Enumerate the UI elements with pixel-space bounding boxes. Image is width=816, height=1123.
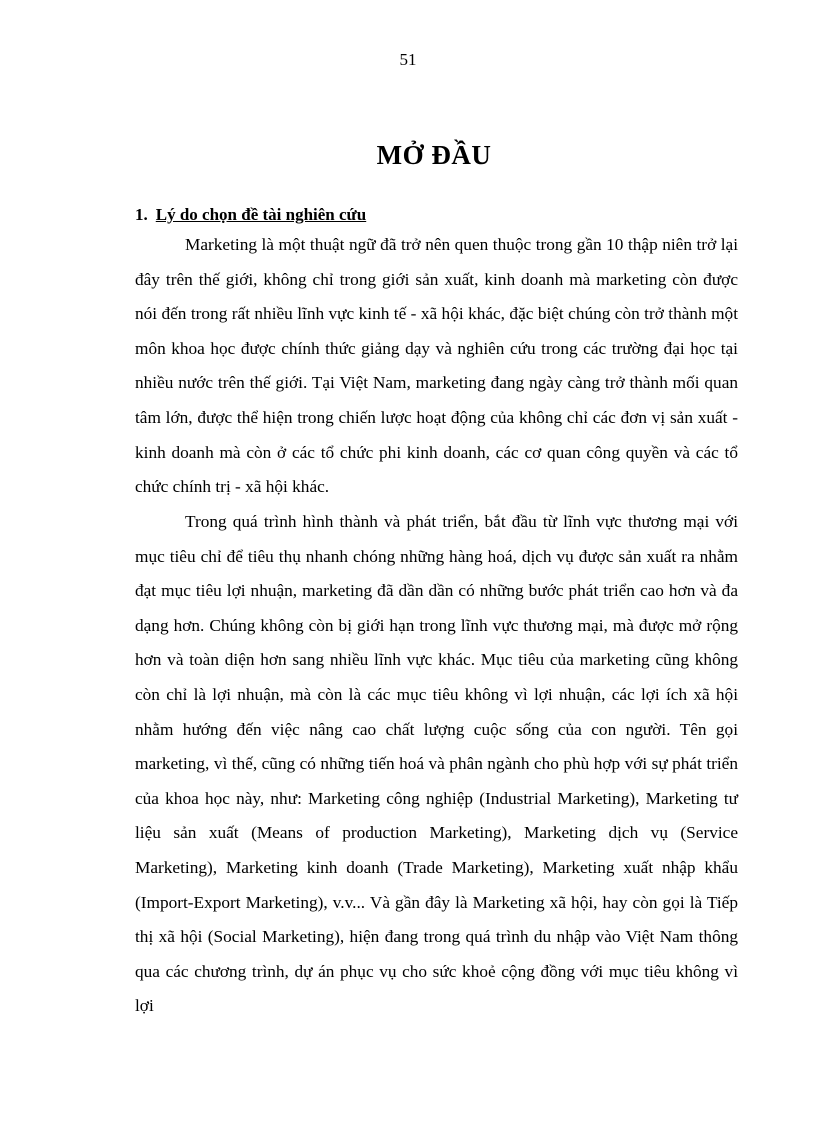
paragraph-1-block: [135, 228, 738, 505]
paragraph: Trong quá trình hình thành và phát triển, bắt đầu từ lĩnh vực thương mại với mục tiêu chỉ để tiêu thụ nhanh chóng những hàng hoá, dịch vụ được sản xuất ra nhằm đạt mục tiêu lợi nhuận, marketing đã dần dần có những bước phát triển cao hơn và đa dạng hơn. Chúng không còn bị giới hạn trong lĩnh vực thương mại, mà được mở rộng hơn và toàn diện hơn sang nhiều lĩnh vực khác. Mục tiêu của marketing cũng không còn chỉ là lợi nhuận, mà còn là các mục tiêu không vì lợi nhuận, các lợi ích xã hội nhằm hướng đến việc nâng cao chất lượng cuộc sống của con người. Tên gọi marketing, vì thế, cũng có những tiến hoá và phân ngành cho phù hợp với sự phát triển của khoa học này, như: Marketing công nghiệp (Industrial Marketing), Marketing tư liệu sản xuất (Means of production Marketing), Marketing dịch vụ (Service Marketing), Marketing kinh doanh (Trade Marketing), Marketing xuất nhập khẩu (Import-Export Marketing), v.v... Và gần đây là Marketing xã hội, hay còn gọi là Tiếp thị xã hội (Social Marketing), hiện đang trong quá trình du nhập vào Việt Nam thông qua các chương trình, dự án phục vụ cho sức khoẻ cộng đồng với mục tiêu không vì lợi: [135, 512, 738, 1016]
section-title: Lý do chọn đề tài nghiên cứu: [155, 205, 367, 224]
section-heading: [135, 205, 366, 225]
paragraph-2-block: [135, 505, 738, 1024]
page-heading: MỞ ĐẦU: [376, 140, 492, 170]
section-number: 1.: [135, 205, 148, 224]
page-number: 51: [399, 50, 417, 69]
paragraph: Marketing là một thuật ngữ đã trở nên quen thuộc trong gần 10 thập niên trở lại đây trên thế giới, không chỉ trong giới sản xuất, kinh doanh mà marketing còn được nói đến trong rất nhiều lĩnh vực kinh tế - xã hội khác, đặc biệt chúng còn trở thành một môn khoa học được chính thức giảng dạy và nghiên cứu trong các trường đại học tại nhiều nước trên thế giới. Tại Việt Nam, marketing đang ngày càng trở thành mối quan tâm lớn, được thể hiện trong chiến lược hoạt động của không chỉ các đơn vị sản xuất - kinh doanh mà còn ở các tổ chức phi kinh doanh, các cơ quan công quyền và các tổ chức chính trị - xã hội khác.: [135, 235, 738, 497]
